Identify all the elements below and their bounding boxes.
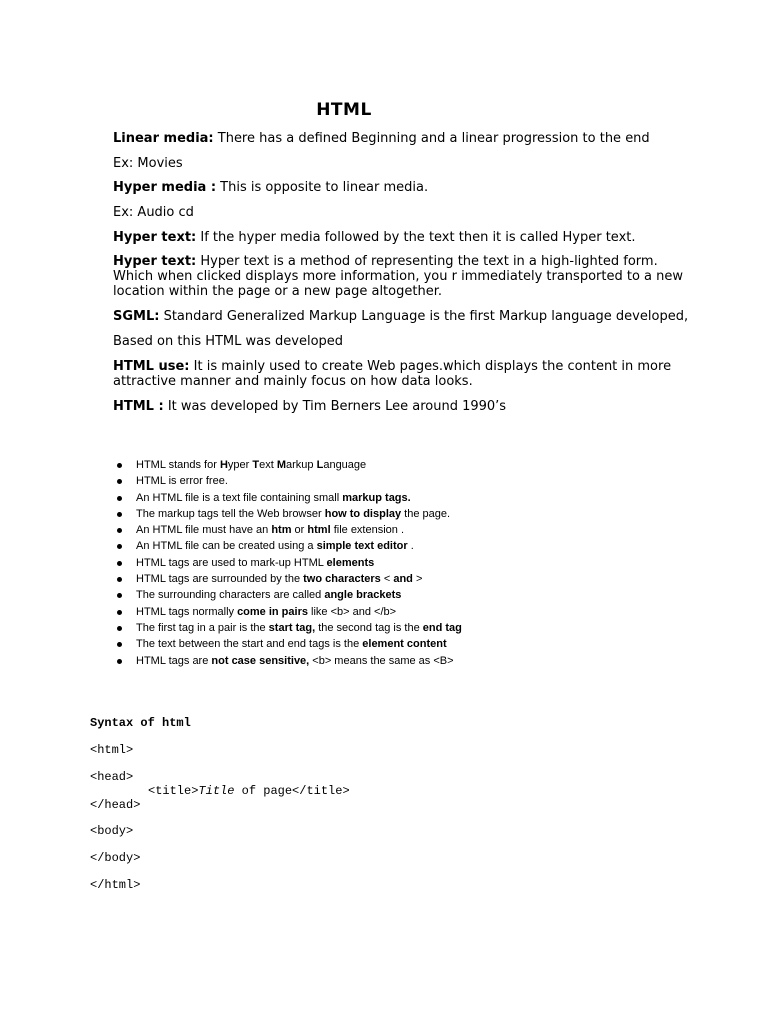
code-html-open: <html> xyxy=(90,743,134,757)
definition-html xyxy=(113,399,673,414)
code-head-open: <head> xyxy=(90,770,134,784)
definition-text: Based on this HTML was developed xyxy=(113,334,344,349)
definition-text: There has a defined Beginning and a linear progression to the end xyxy=(213,131,650,146)
definition-text: Hyper text is a method of representing the text in a high-lighted form. xyxy=(196,254,658,269)
list-item: An HTML file can be created using a simple text editor . xyxy=(113,538,673,554)
bullet-icon xyxy=(117,626,122,631)
list-item: HTML is error free. xyxy=(113,473,673,489)
code-title-line: <title>Title of page</title> xyxy=(148,784,350,798)
code-html-close: </html> xyxy=(90,878,141,892)
syntax-heading: Syntax of html xyxy=(90,716,191,730)
list-item: An HTML file must have an htm or html file extension . xyxy=(113,522,673,538)
bullet-icon xyxy=(117,561,122,566)
definition-text: It is mainly used to create Web pages.which displays the content in more xyxy=(189,359,672,374)
term: HTML : xyxy=(113,399,164,414)
term: Hyper text: xyxy=(113,230,197,245)
term: HTML use: xyxy=(113,359,190,374)
bullet-icon xyxy=(117,512,122,517)
example-movies xyxy=(113,156,673,171)
bullet-icon xyxy=(117,593,122,598)
definition-text-line2: attractive manner and mainly focus on how data looks. xyxy=(113,374,473,389)
term: Hyper media : xyxy=(113,180,217,195)
definition-text: Standard Generalized Markup Language is the first Markup language developed, xyxy=(159,309,689,324)
definition-sgml xyxy=(113,309,689,324)
list-item: The surrounding characters are called angle brackets xyxy=(113,587,673,603)
definition-hyper-text-2 xyxy=(113,254,683,299)
definition-linear-media xyxy=(113,131,673,146)
bullet-icon xyxy=(117,496,122,501)
list-item: An HTML file is a text file containing small markup tags. xyxy=(113,490,673,506)
definition-hyper-text-1 xyxy=(113,230,673,245)
sgml-continuation xyxy=(113,334,673,349)
page-title: HTML xyxy=(316,100,372,120)
example-text: Ex: Audio cd xyxy=(113,205,194,220)
term: Linear media: xyxy=(113,131,214,146)
definition-text: This is opposite to linear media. xyxy=(216,180,429,195)
bullet-icon xyxy=(117,544,122,549)
code-body-close: </body> xyxy=(90,851,141,865)
bullet-icon xyxy=(117,659,122,664)
list-item: The text between the start and end tags is the element content xyxy=(113,636,673,652)
definition-html-use xyxy=(113,359,673,389)
bullet-icon xyxy=(117,577,122,582)
list-item: HTML tags are not case sensitive, <b> means the same as <B> xyxy=(113,653,673,669)
list-item: HTML tags are surrounded by the two characters < and > xyxy=(113,571,673,587)
bullet-icon xyxy=(117,463,122,468)
definition-text-line2: Which when clicked displays more information, you r immediately transported to a new xyxy=(113,269,683,284)
list-item: HTML tags are used to mark-up HTML elements xyxy=(113,555,673,571)
definition-text: If the hyper media followed by the text then it is called Hyper text. xyxy=(196,230,636,245)
term: Hyper text: xyxy=(113,254,197,269)
html-facts-list xyxy=(113,457,673,669)
definition-hyper-media xyxy=(113,180,673,195)
list-item: The markup tags tell the Web browser how to display the page. xyxy=(113,506,673,522)
list-item: HTML stands for Hyper Text Markup Language xyxy=(113,457,673,473)
term: SGML: xyxy=(113,309,160,324)
example-text: Ex: Movies xyxy=(113,156,183,171)
definition-text: It was developed by Tim Berners Lee around 1990’s xyxy=(163,399,507,414)
bullet-icon xyxy=(117,610,122,615)
list-item: HTML tags normally come in pairs like <b> and </b> xyxy=(113,604,673,620)
code-body-open: <body> xyxy=(90,824,134,838)
bullet-icon xyxy=(117,642,122,647)
bullet-icon xyxy=(117,479,122,484)
example-audio-cd xyxy=(113,205,673,220)
definition-text-line3: location within the page or a new page altogether. xyxy=(113,284,442,299)
code-head-close: </head> xyxy=(90,798,141,812)
list-item: The first tag in a pair is the start tag, the second tag is the end tag xyxy=(113,620,673,636)
bullet-icon xyxy=(117,528,122,533)
